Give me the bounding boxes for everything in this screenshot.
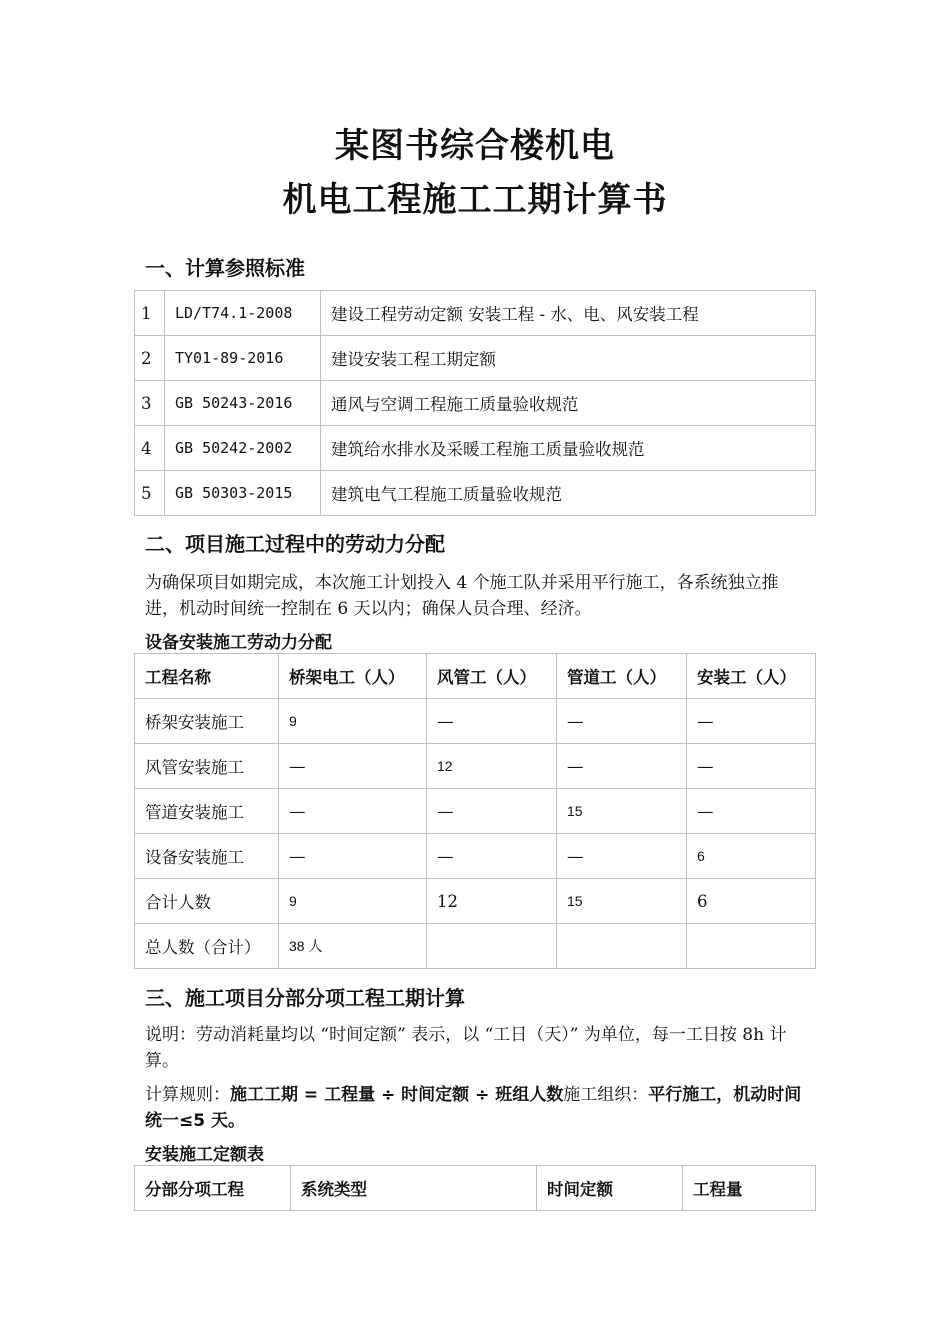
labor-allocation-table	[134, 653, 816, 969]
standards-table	[134, 290, 816, 516]
table-cell: 风管安装施工	[135, 744, 279, 789]
table-header-row	[135, 654, 816, 699]
table-cell: 总人数（合计）	[135, 924, 279, 969]
table-cell: 管道安装施工	[135, 789, 279, 834]
table-cell: 9	[279, 879, 427, 924]
table-row	[135, 381, 816, 426]
table-row	[135, 744, 816, 789]
rule-label: 计算规则：	[145, 1085, 230, 1105]
standard-name: 建设安装工程工期定额	[321, 336, 816, 381]
column-header: 时间定额	[537, 1166, 683, 1211]
table-row	[135, 471, 816, 516]
standard-code: GB 50303-2015	[165, 471, 321, 516]
document-title-line1: 某图书综合楼机电	[335, 126, 615, 166]
standard-name: 建筑电气工程施工质量验收规范	[321, 471, 816, 516]
standard-code: GB 50243-2016	[165, 381, 321, 426]
table-cell: 15	[557, 879, 687, 924]
table-cell: —	[427, 834, 557, 879]
table-cell	[557, 924, 687, 969]
column-header: 工程名称	[135, 654, 279, 699]
row-number: 5	[135, 471, 165, 516]
table-cell: —	[557, 699, 687, 744]
table-row	[135, 426, 816, 471]
section2-paragraph: 为确保项目如期完成，本次施工计划投入 4 个施工队并采用平行施工，各系统独立推进，机动时间统一控制在 6 天以内；确保人员合理、经济。	[145, 573, 779, 619]
table-cell: —	[427, 699, 557, 744]
org-value: 平行施工，机动时间统一≤5 天。	[145, 1085, 802, 1131]
column-header: 系统类型	[291, 1166, 537, 1211]
table-cell: 9	[279, 699, 427, 744]
quota-table	[134, 1165, 816, 1211]
table-cell: —	[427, 789, 557, 834]
table-cell: 12	[427, 744, 557, 789]
column-header: 安装工（人）	[687, 654, 816, 699]
table-cell: —	[279, 834, 427, 879]
table-cell: —	[687, 789, 816, 834]
column-header: 管道工（人）	[557, 654, 687, 699]
table-cell: 38 人	[279, 924, 427, 969]
column-header: 分部分项工程	[135, 1166, 291, 1211]
column-header: 风管工（人）	[427, 654, 557, 699]
standard-code: GB 50242-2002	[165, 426, 321, 471]
document-title-line2: 机电工程施工工期计算书	[282, 180, 668, 220]
standard-code: LD/T74.1-2008	[165, 291, 321, 336]
table-cell: 15	[557, 789, 687, 834]
table-row	[135, 834, 816, 879]
table-header-row	[135, 1166, 816, 1211]
quota-table-caption: 安装施工定额表	[145, 1145, 264, 1165]
row-number: 2	[135, 336, 165, 381]
section3-heading: 三、施工项目分部分项工程工期计算	[145, 986, 465, 1010]
rule-formula: 施工工期 = 工程量 ÷ 时间定额 ÷ 班组人数	[230, 1085, 564, 1105]
section3-rules	[145, 1082, 811, 1134]
table-cell: —	[279, 789, 427, 834]
table-cell: —	[557, 834, 687, 879]
section1-heading: 一、计算参照标准	[145, 256, 305, 280]
table-cell: 桥架安装施工	[135, 699, 279, 744]
table-row	[135, 291, 816, 336]
table-cell: 合计人数	[135, 879, 279, 924]
labor-table-caption: 设备安装施工劳动力分配	[145, 633, 332, 653]
table-cell: 12	[427, 879, 557, 924]
section2-heading: 二、项目施工过程中的劳动力分配	[145, 532, 445, 556]
table-cell	[687, 924, 816, 969]
table-cell: 6	[687, 879, 816, 924]
table-cell: —	[279, 744, 427, 789]
table-cell: —	[557, 744, 687, 789]
section3-note: 说明：劳动消耗量均以 “时间定额” 表示，以 “工日（天）” 为单位，每一工日按 8h 计算。	[145, 1025, 787, 1071]
standard-name: 建筑给水排水及采暖工程施工质量验收规范	[321, 426, 816, 471]
column-header: 工程量	[683, 1166, 816, 1211]
column-header: 桥架电工（人）	[279, 654, 427, 699]
table-row	[135, 879, 816, 924]
table-cell: 6	[687, 834, 816, 879]
table-row	[135, 789, 816, 834]
table-row	[135, 336, 816, 381]
row-number: 1	[135, 291, 165, 336]
table-row	[135, 699, 816, 744]
table-row	[135, 924, 816, 969]
table-cell: —	[687, 744, 816, 789]
standard-name: 建设工程劳动定额 安装工程 - 水、电、风安装工程	[321, 291, 816, 336]
table-cell: —	[687, 699, 816, 744]
standard-name: 通风与空调工程施工质量验收规范	[321, 381, 816, 426]
standard-code: TY01-89-2016	[165, 336, 321, 381]
row-number: 4	[135, 426, 165, 471]
row-number: 3	[135, 381, 165, 426]
table-cell	[427, 924, 557, 969]
org-label: 施工组织：	[563, 1085, 649, 1105]
table-cell: 设备安装施工	[135, 834, 279, 879]
